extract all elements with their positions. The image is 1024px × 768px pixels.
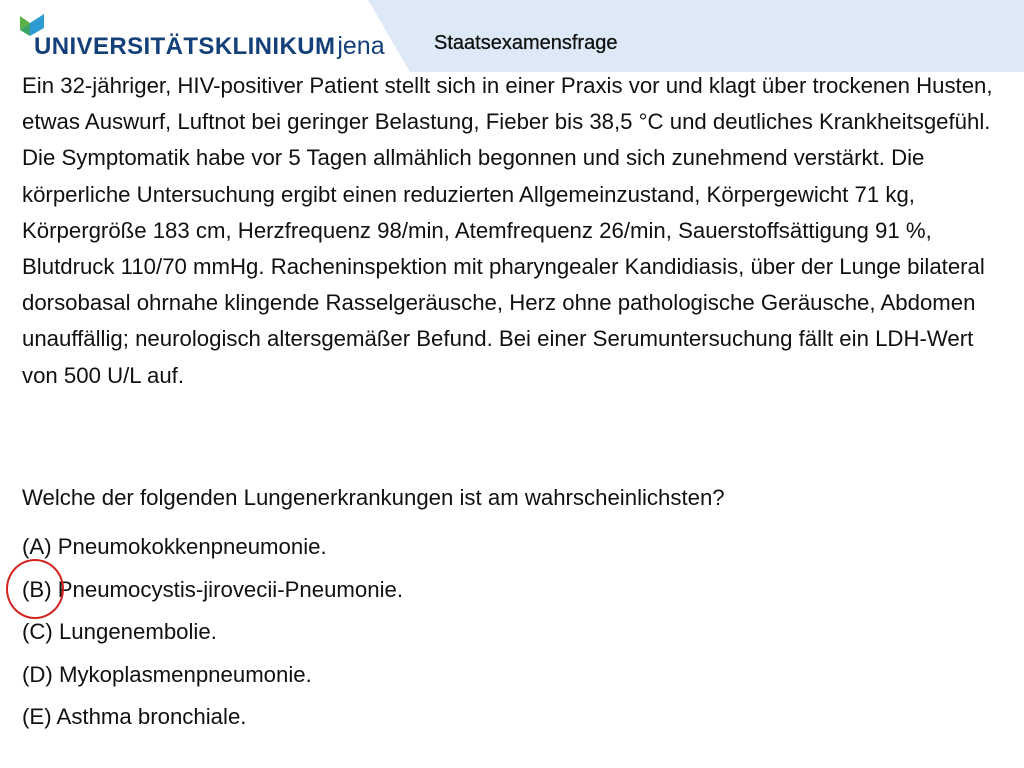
option-a: (A) Pneumokokkenpneumonie. xyxy=(22,534,327,559)
question-prompt: Welche der folgenden Lungenerkrankungen ist am wahrscheinlichsten? xyxy=(22,485,725,510)
answer-options xyxy=(22,528,922,741)
logo-wordmark xyxy=(34,34,385,59)
slide-label: Staatsexamensfrage xyxy=(434,32,618,54)
answer-marker-circle xyxy=(6,559,64,619)
logo-sub-text: jena xyxy=(337,32,385,60)
logo-main-text: UNIVERSITÄTSKLINIKUM xyxy=(34,33,336,60)
option-b: (B) Pneumocystis-jirovecii-Pneumonie. xyxy=(22,576,404,602)
case-description xyxy=(22,68,1012,394)
case-text: Ein 32-jähriger, HIV-positiver Patient stellt sich in einer Praxis vor und klagt über trockenen Husten, etwas Auswurf, Luftnot bei geringer Belastung, Fieber bis 38,5 °C und deutliches Krankheitsgefühl. Die Symptomatik habe vor 5 Tagen allmählich begonnen und sich zunehmend verstärkt. Die körperliche Untersuchung ergibt einen reduzierten Allgemeinzustand, Körpergewicht 71 kg, Körpergröße 183 cm, Herzfrequenz 98/min, Atemfrequenz 26/min, Sauerstoffsättigung 91 %, Blutdruck 110/70 mmHg. Racheninspektion mit pharyngealer Kandidiasis, über der Lunge bilateral dorsobasal ohrnahe klingende Rasselgeräusche, Herz ohne pathologische Geräusche, Abdomen unauffällig; neurologisch altersgemäßer Befund. Bei einer Serumuntersuchung fällt ein LDH-Wert von 500 U/L auf. xyxy=(22,73,993,388)
option-e: (E) Asthma bronchiale. xyxy=(22,704,247,729)
option-c: (C) Lungenembolie. xyxy=(22,619,217,644)
option-d: (D) Mykoplasmenpneumonie. xyxy=(22,661,312,687)
university-logo xyxy=(18,14,385,64)
